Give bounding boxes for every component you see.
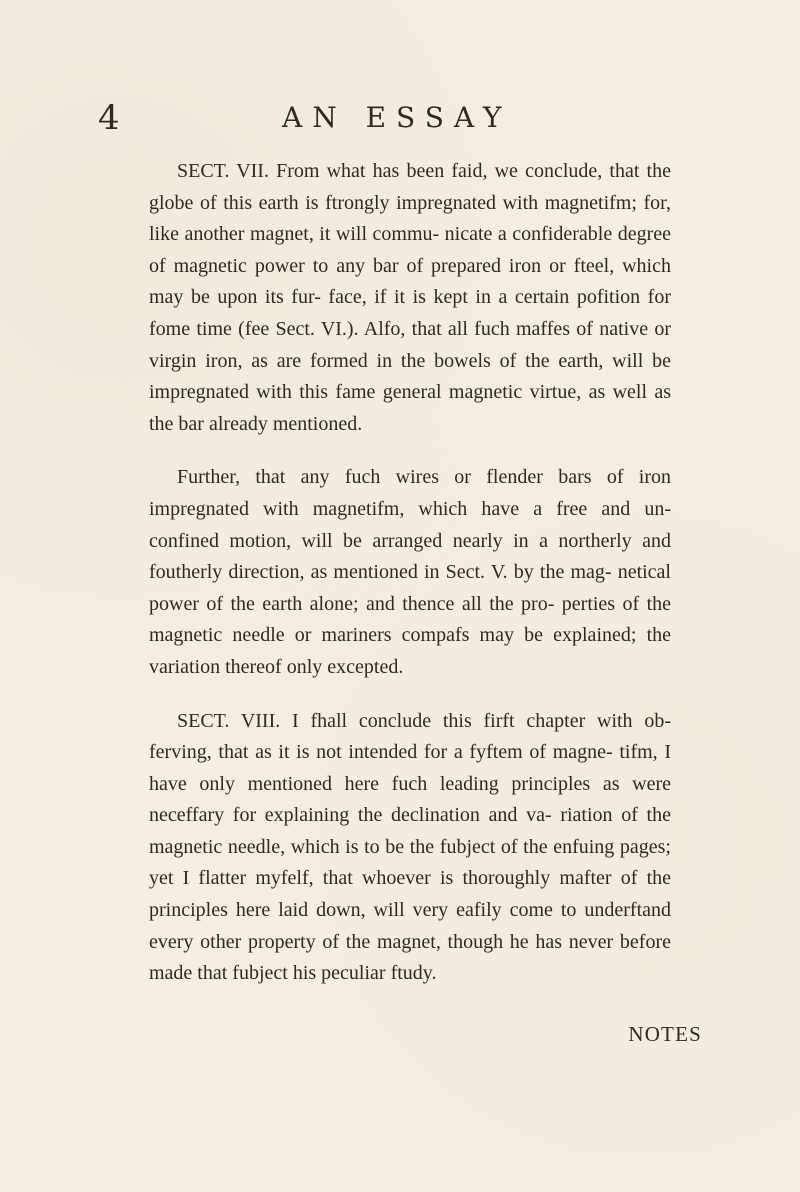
page-number: 4 [98,98,120,138]
paragraph-further: Further, that any fuch wires or flender bars of iron impregnated with magnetifm, which have a free and un- confined motion, will be arranged nearly in a northerly and foutherly direction, as mentioned in Sect. V. by the mag- netical power of the earth alone; and thence all the pro- perties of the magnetic needle or mariners compafs may be explained; the variation thereof only excepted. [149,466,671,678]
paragraph-sect-viii: SECT. VIII. I fhall conclude this firft chapter with ob- ferving, that as it is not intended for a fyftem of magne- tifm, I have only mentioned here fuch leading principles as were neceffary for explaining the declination and va- riation of the magnetic needle, which is to be the fubject of the enfuing pages; yet I flatter myfelf, that whoever is thoroughly mafter of the principles here laid down, will very eafily come to underftand every other property of the magnet, though he has never before made that fubject his peculiar ftudy. [149,709,671,985]
catchword: NOTES [628,1022,702,1046]
page-header [0,98,800,138]
running-head: AN ESSAY [282,101,512,134]
page-body-text [149,156,671,990]
paragraph-sect-vii: SECT. VII. From what has been faid, we conclude, that the globe of this earth is ftrongly impregnated with magnetifm; for, like another magnet, it will commu- nicate a confiderable degree of magnetic power to any bar of prepared iron or fteel, which may be upon its fur- face, if it is kept in a certain pofition for fome time (fee Sect. VI.). Alfo, that all fuch maffes of native or virgin iron, as are formed in the bowels of the earth, will be impregnated with this fame general magnetic virtue, as well as the bar already mentioned. [149,160,671,435]
